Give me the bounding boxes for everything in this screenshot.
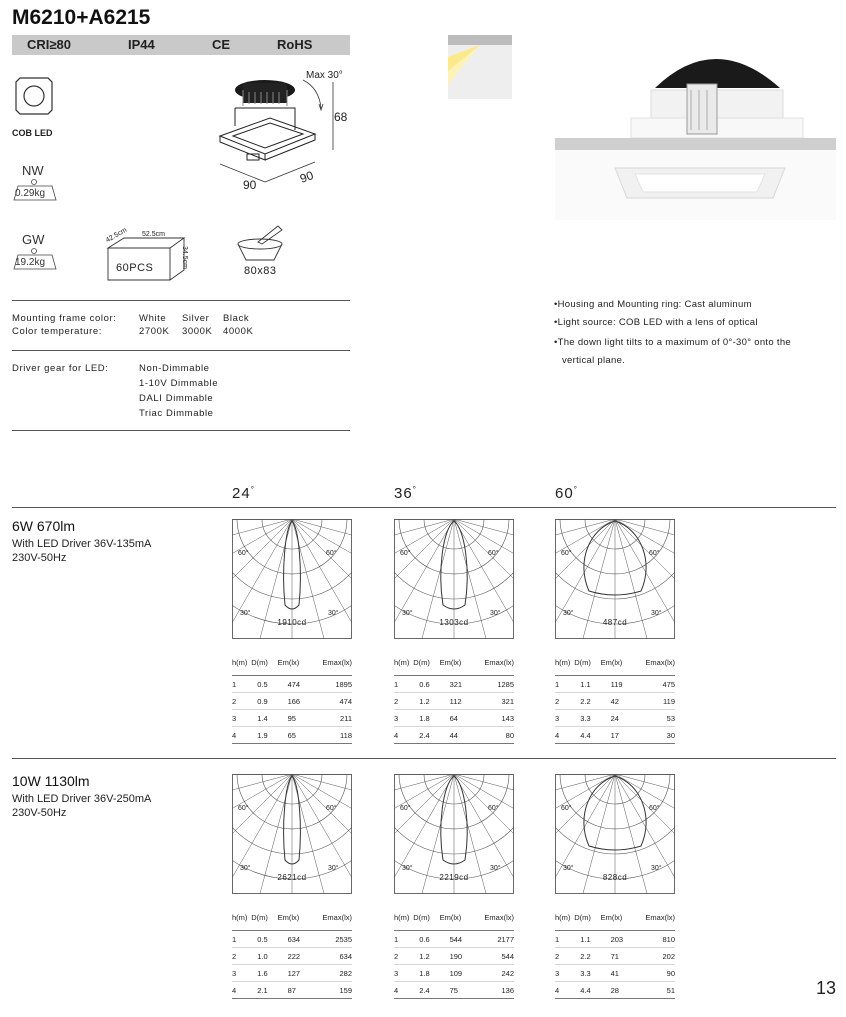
color-temp-4000: 4000K xyxy=(223,326,254,337)
diagram-angle-label: 30° xyxy=(328,865,339,872)
table-row xyxy=(232,710,352,727)
table-row xyxy=(232,727,352,744)
table-row xyxy=(555,727,675,744)
table-cell: 202 xyxy=(634,948,675,965)
beam-angle-24: 24° xyxy=(232,485,255,502)
table-header: Em(lx) xyxy=(440,655,474,676)
diagram-angle-label: 60° xyxy=(488,805,499,812)
table-cell: 2 xyxy=(394,948,413,965)
table-cell: 118 xyxy=(311,727,352,744)
table-header: h(m) xyxy=(555,655,574,676)
cri-badge: CRI≥80 xyxy=(27,37,71,52)
table-cell: 1 xyxy=(394,676,413,693)
table-header: Emax(lx) xyxy=(311,910,352,931)
tilt-label: Max 30° xyxy=(306,70,343,81)
height-dim: 68 xyxy=(334,110,348,124)
table-cell: 4 xyxy=(555,982,574,999)
ce-badge: CE xyxy=(212,37,231,52)
driver-gear-label: Driver gear for LED: xyxy=(12,363,109,374)
table-header: D(m) xyxy=(251,910,277,931)
table-cell: 95 xyxy=(278,710,312,727)
table-cell: 1.2 xyxy=(413,693,439,710)
table-row xyxy=(232,965,352,982)
divider xyxy=(12,350,350,351)
table-cell: 75 xyxy=(440,982,474,999)
table-cell: 0.9 xyxy=(251,693,277,710)
table-cell: 2.1 xyxy=(251,982,277,999)
diagram-angle-label: 60° xyxy=(326,805,337,812)
table-cell: 544 xyxy=(473,948,514,965)
table-cell: 2.4 xyxy=(413,727,439,744)
table-cell: 3 xyxy=(232,965,251,982)
illuminance-table xyxy=(555,910,675,999)
photometric-block xyxy=(232,774,352,999)
table-cell: 143 xyxy=(473,710,514,727)
table-row xyxy=(232,931,352,948)
table-cell: 4 xyxy=(394,982,413,999)
table-cell: 90 xyxy=(634,965,675,982)
model-title: M6210+A6215 xyxy=(12,6,151,29)
color-temp-3000: 3000K xyxy=(182,326,213,337)
table-cell: 4.4 xyxy=(574,982,600,999)
frame-color-silver: Silver xyxy=(182,313,210,324)
divider xyxy=(12,758,836,759)
table-header: h(m) xyxy=(232,910,251,931)
gw-label: GW xyxy=(22,232,45,247)
table-cell: 1.9 xyxy=(251,727,277,744)
table-cell: 87 xyxy=(278,982,312,999)
table-cell: 190 xyxy=(440,948,474,965)
candela-value: 2621cd xyxy=(277,873,307,882)
diagram-angle-label: 30° xyxy=(563,610,574,617)
table-header: Emax(lx) xyxy=(311,655,352,676)
diagram-angle-label: 60° xyxy=(488,550,499,557)
product-power: 6W 670lm xyxy=(12,518,76,534)
diagram-angle-label: 60° xyxy=(326,550,337,557)
gw-value: 19.2kg xyxy=(15,257,46,268)
table-cell: 30 xyxy=(634,727,675,744)
table-row xyxy=(232,676,352,693)
table-header: Emax(lx) xyxy=(634,910,675,931)
table-row xyxy=(555,676,675,693)
table-header: D(m) xyxy=(413,655,439,676)
table-cell: 42 xyxy=(601,693,635,710)
diagram-angle-label: 30° xyxy=(563,865,574,872)
diagram-angle-label: 30° xyxy=(651,865,662,872)
diagram-angle-label: 60° xyxy=(649,805,660,812)
product-photo xyxy=(555,40,836,220)
feature-housing: •Housing and Mounting ring: Cast aluminum xyxy=(554,299,752,310)
table-cell: 474 xyxy=(311,693,352,710)
table-row xyxy=(232,982,352,999)
table-cell: 0.6 xyxy=(413,931,439,948)
illuminance-table xyxy=(394,910,514,999)
table-row xyxy=(232,693,352,710)
table-cell: 0.5 xyxy=(251,676,277,693)
table-cell: 2 xyxy=(232,948,251,965)
dimension-drawing xyxy=(215,68,355,193)
table-row xyxy=(394,965,514,982)
table-cell: 2 xyxy=(555,693,574,710)
table-cell: 4.4 xyxy=(574,727,600,744)
table-cell: 1 xyxy=(394,931,413,948)
product-driver: With LED Driver 36V-135mA xyxy=(12,538,152,550)
table-cell: 4 xyxy=(232,982,251,999)
frame-color-label: Mounting frame color: xyxy=(12,313,117,324)
table-header: h(m) xyxy=(394,910,413,931)
photometric-block xyxy=(555,519,675,744)
table-row xyxy=(394,982,514,999)
polar-light-distribution-diagram xyxy=(394,519,514,639)
polar-light-distribution-diagram xyxy=(232,519,352,639)
table-row xyxy=(555,693,675,710)
table-cell: 1.2 xyxy=(413,948,439,965)
table-row xyxy=(394,676,514,693)
table-cell: 1.6 xyxy=(251,965,277,982)
table-cell: 1.8 xyxy=(413,710,439,727)
nw-value: 0.29kg xyxy=(15,188,46,199)
diagram-angle-label: 60° xyxy=(238,550,249,557)
driver-option: DALI Dimmable xyxy=(139,393,214,404)
photometric-block xyxy=(232,519,352,744)
table-cell: 222 xyxy=(278,948,312,965)
driver-option: Non-Dimmable xyxy=(139,363,210,374)
table-cell: 28 xyxy=(601,982,635,999)
table-row xyxy=(555,710,675,727)
table-header: Emax(lx) xyxy=(634,655,675,676)
table-cell: 4 xyxy=(232,727,251,744)
table-cell: 1 xyxy=(232,931,251,948)
table-cell: 0.6 xyxy=(413,676,439,693)
beam-angle-60: 60° xyxy=(555,485,578,502)
table-cell: 4 xyxy=(555,727,574,744)
table-cell: 3 xyxy=(555,965,574,982)
diagram-angle-label: 30° xyxy=(490,865,501,872)
table-cell: 3 xyxy=(232,710,251,727)
table-cell: 1895 xyxy=(311,676,352,693)
table-header: Em(lx) xyxy=(278,910,312,931)
carton-dim-b: 52.5cm xyxy=(142,231,165,238)
diagram-angle-label: 30° xyxy=(651,610,662,617)
table-header: Emax(lx) xyxy=(473,910,514,931)
table-cell: 634 xyxy=(278,931,312,948)
photometric-block xyxy=(394,519,514,744)
table-cell: 2 xyxy=(555,948,574,965)
diagram-angle-label: 60° xyxy=(561,550,572,557)
table-header: h(m) xyxy=(394,655,413,676)
diagram-angle-label: 60° xyxy=(649,550,660,557)
table-cell: 44 xyxy=(440,727,474,744)
table-cell: 544 xyxy=(440,931,474,948)
product-power: 10W 1130lm xyxy=(12,773,90,789)
table-cell: 1.4 xyxy=(251,710,277,727)
table-cell: 321 xyxy=(440,676,474,693)
driver-option: 1-10V Dimmable xyxy=(139,378,219,389)
candela-value: 487cd xyxy=(602,618,628,627)
table-header: D(m) xyxy=(251,655,277,676)
illuminance-table xyxy=(394,655,514,744)
feature-light-source: •Light source: COB LED with a lens of optical xyxy=(554,317,758,328)
table-cell: 211 xyxy=(311,710,352,727)
table-cell: 71 xyxy=(601,948,635,965)
candela-value: 828cd xyxy=(602,873,628,882)
polar-light-distribution-diagram xyxy=(555,774,675,894)
table-cell: 1.1 xyxy=(574,931,600,948)
width-dim-2: 90 xyxy=(298,168,316,186)
diagram-angle-label: 30° xyxy=(490,610,501,617)
table-cell: 3.3 xyxy=(574,710,600,727)
table-cell: 119 xyxy=(634,693,675,710)
table-cell: 119 xyxy=(601,676,635,693)
table-cell: 810 xyxy=(634,931,675,948)
divider xyxy=(12,430,350,431)
diagram-angle-label: 60° xyxy=(561,805,572,812)
table-cell: 1285 xyxy=(473,676,514,693)
cutout-saw-icon xyxy=(232,222,294,268)
diagram-angle-label: 30° xyxy=(240,865,251,872)
table-cell: 2.4 xyxy=(413,982,439,999)
table-cell: 3 xyxy=(394,710,413,727)
polar-light-distribution-diagram xyxy=(232,774,352,894)
table-cell: 1.1 xyxy=(574,676,600,693)
table-header: Em(lx) xyxy=(440,910,474,931)
candela-value: 1910cd xyxy=(277,618,307,627)
table-cell: 127 xyxy=(278,965,312,982)
table-header: Em(lx) xyxy=(601,910,635,931)
illuminance-table xyxy=(232,655,352,744)
illuminance-table xyxy=(555,655,675,744)
table-header: D(m) xyxy=(574,910,600,931)
beam-thumbnail xyxy=(448,35,512,99)
table-row xyxy=(555,931,675,948)
cutout-size: 80x83 xyxy=(244,265,277,277)
table-cell: 634 xyxy=(311,948,352,965)
polar-light-distribution-diagram xyxy=(555,519,675,639)
table-row xyxy=(394,710,514,727)
table-cell: 282 xyxy=(311,965,352,982)
diagram-angle-label: 60° xyxy=(400,550,411,557)
product-voltage: 230V-50Hz xyxy=(12,552,67,564)
driver-option: Triac Dimmable xyxy=(139,408,214,419)
table-cell: 321 xyxy=(473,693,514,710)
diagram-angle-label: 30° xyxy=(240,610,251,617)
photometric-block xyxy=(394,774,514,999)
table-row xyxy=(555,965,675,982)
table-header: Em(lx) xyxy=(278,655,312,676)
beam-angle-36: 36° xyxy=(394,485,417,502)
table-cell: 64 xyxy=(440,710,474,727)
table-cell: 2 xyxy=(232,693,251,710)
table-cell: 2.2 xyxy=(574,693,600,710)
table-header: D(m) xyxy=(574,655,600,676)
table-header: D(m) xyxy=(413,910,439,931)
table-cell: 24 xyxy=(601,710,635,727)
table-cell: 159 xyxy=(311,982,352,999)
table-cell: 2 xyxy=(394,693,413,710)
carton-qty: 60PCS xyxy=(116,262,154,274)
candela-value: 2219cd xyxy=(439,873,469,882)
table-cell: 1.0 xyxy=(251,948,277,965)
table-header: Emax(lx) xyxy=(473,655,514,676)
table-row xyxy=(394,693,514,710)
table-row xyxy=(394,931,514,948)
color-temp-2700: 2700K xyxy=(139,326,170,337)
feature-tilt-cont: vertical plane. xyxy=(562,355,626,366)
rohs-badge: RoHS xyxy=(277,37,313,52)
table-cell: 475 xyxy=(634,676,675,693)
carton-dim-a: 42.5cm xyxy=(104,226,129,245)
frame-color-black: Black xyxy=(223,313,250,324)
table-cell: 1 xyxy=(555,931,574,948)
frame-color-white: White xyxy=(139,313,167,324)
table-cell: 41 xyxy=(601,965,635,982)
polar-light-distribution-diagram xyxy=(394,774,514,894)
photometric-block xyxy=(555,774,675,999)
table-cell: 203 xyxy=(601,931,635,948)
feature-tilt: •The down light tilts to a maximum of 0°-30° onto the xyxy=(554,337,791,348)
nw-label: NW xyxy=(22,163,44,178)
width-dim-1: 90 xyxy=(243,178,257,192)
candela-value: 1303cd xyxy=(439,618,469,627)
table-row xyxy=(394,948,514,965)
table-cell: 2.2 xyxy=(574,948,600,965)
product-driver: With LED Driver 36V-250mA xyxy=(12,793,152,805)
table-cell: 51 xyxy=(634,982,675,999)
table-cell: 474 xyxy=(278,676,312,693)
diagram-angle-label: 30° xyxy=(402,865,413,872)
cob-led-icon xyxy=(14,76,54,116)
diagram-angle-label: 30° xyxy=(328,610,339,617)
divider xyxy=(12,300,350,301)
color-temp-label: Color temperature: xyxy=(12,326,103,337)
table-header: h(m) xyxy=(232,655,251,676)
table-cell: 1 xyxy=(232,676,251,693)
table-cell: 2177 xyxy=(473,931,514,948)
table-cell: 3 xyxy=(555,710,574,727)
divider xyxy=(12,507,836,508)
carton-dim-c: 34.5cm xyxy=(180,246,188,269)
table-cell: 136 xyxy=(473,982,514,999)
table-cell: 4 xyxy=(394,727,413,744)
table-cell: 80 xyxy=(473,727,514,744)
illuminance-table xyxy=(232,910,352,999)
page-number: 13 xyxy=(815,978,836,998)
diagram-angle-label: 60° xyxy=(400,805,411,812)
table-cell: 3.3 xyxy=(574,965,600,982)
product-voltage: 230V-50Hz xyxy=(12,807,67,819)
table-cell: 0.5 xyxy=(251,931,277,948)
table-row xyxy=(394,727,514,744)
table-cell: 2535 xyxy=(311,931,352,948)
table-cell: 1 xyxy=(555,676,574,693)
table-cell: 17 xyxy=(601,727,635,744)
table-cell: 109 xyxy=(440,965,474,982)
table-header: h(m) xyxy=(555,910,574,931)
table-cell: 3 xyxy=(394,965,413,982)
table-cell: 112 xyxy=(440,693,474,710)
table-cell: 1.8 xyxy=(413,965,439,982)
table-cell: 242 xyxy=(473,965,514,982)
table-row xyxy=(555,948,675,965)
ip-badge: IP44 xyxy=(128,37,155,52)
table-cell: 166 xyxy=(278,693,312,710)
cob-label: COB LED xyxy=(12,128,53,138)
table-row xyxy=(555,982,675,999)
diagram-angle-label: 60° xyxy=(238,805,249,812)
diagram-angle-label: 30° xyxy=(402,610,413,617)
table-row xyxy=(232,948,352,965)
table-cell: 53 xyxy=(634,710,675,727)
table-header: Em(lx) xyxy=(601,655,635,676)
table-cell: 65 xyxy=(278,727,312,744)
